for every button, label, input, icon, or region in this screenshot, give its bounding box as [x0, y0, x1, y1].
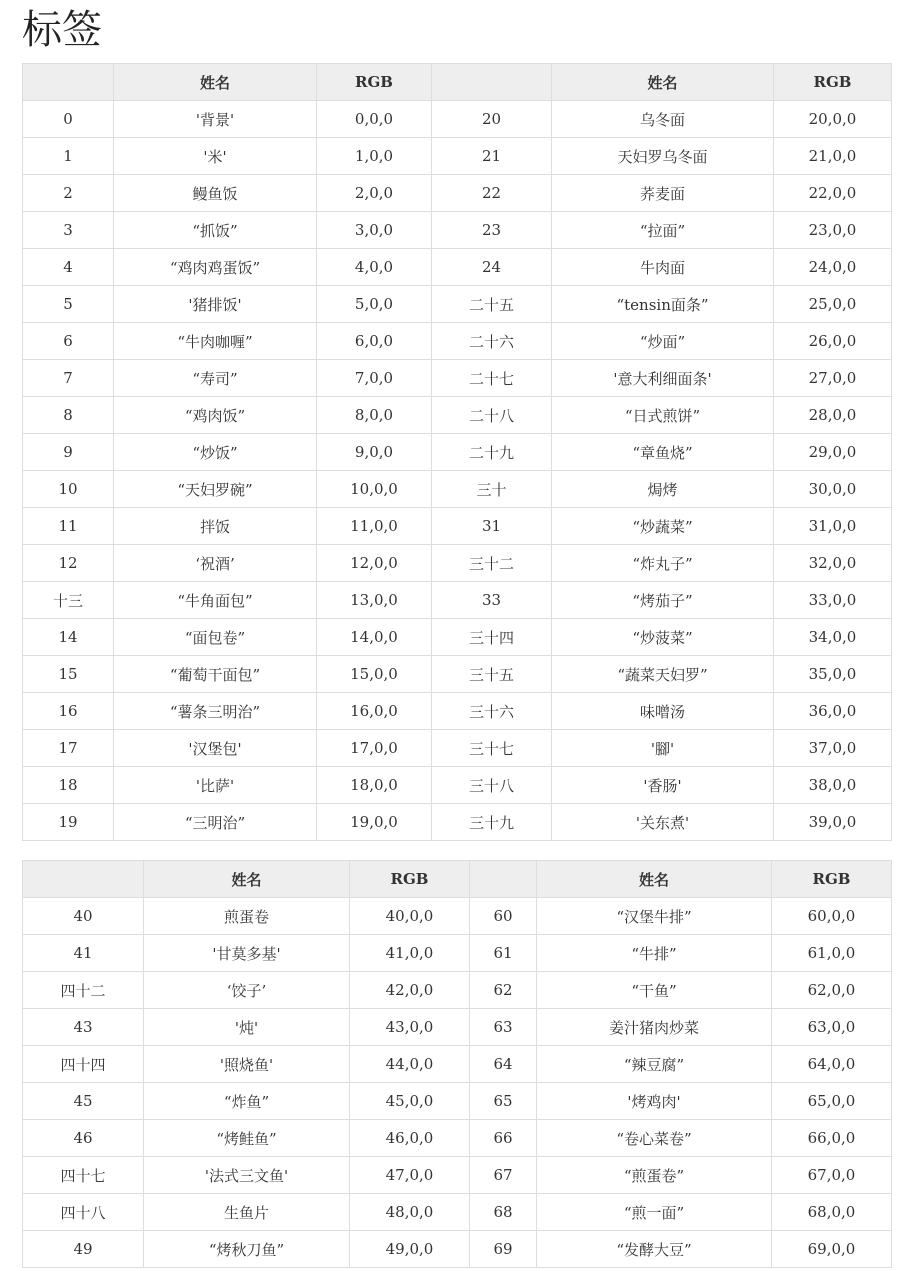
name-cell: “牛角面包” — [114, 582, 317, 619]
id-cell: 三十二 — [432, 545, 552, 582]
rgb-cell: 9,0,0 — [317, 434, 432, 471]
table-row — [23, 619, 892, 656]
id-cell: 二十五 — [432, 286, 552, 323]
rgb-cell: 12,0,0 — [317, 545, 432, 582]
rgb-cell: 10,0,0 — [317, 471, 432, 508]
rgb-cell: 43,0,0 — [350, 1009, 470, 1046]
name-cell: “煎一面” — [537, 1194, 772, 1231]
rgb-cell: 8,0,0 — [317, 397, 432, 434]
id-cell: 15 — [23, 656, 114, 693]
header-id — [432, 64, 552, 101]
rgb-cell: 3,0,0 — [317, 212, 432, 249]
id-cell: 四十八 — [23, 1194, 144, 1231]
id-cell: 16 — [23, 693, 114, 730]
rgb-cell: 49,0,0 — [350, 1231, 470, 1268]
rgb-cell: 61,0,0 — [772, 935, 892, 972]
id-cell: 69 — [470, 1231, 537, 1268]
name-cell: “发酵大豆” — [537, 1231, 772, 1268]
name-cell: 味噌汤 — [552, 693, 774, 730]
rgb-cell: 41,0,0 — [350, 935, 470, 972]
name-cell: '腳' — [552, 730, 774, 767]
id-cell: 18 — [23, 767, 114, 804]
id-cell: 21 — [432, 138, 552, 175]
id-cell: 3 — [23, 212, 114, 249]
rgb-cell: 23,0,0 — [774, 212, 892, 249]
header-rgb: RGB — [350, 861, 470, 898]
id-cell: 四十二 — [23, 972, 144, 1009]
rgb-cell: 31,0,0 — [774, 508, 892, 545]
name-cell: 鳗鱼饭 — [114, 175, 317, 212]
rgb-cell: 1,0,0 — [317, 138, 432, 175]
header-name: 姓名 — [114, 64, 317, 101]
name-cell: '背景' — [114, 101, 317, 138]
id-cell: 三十六 — [432, 693, 552, 730]
table-body — [23, 101, 892, 841]
id-cell: 9 — [23, 434, 114, 471]
id-cell: 40 — [23, 898, 144, 935]
header-name: 姓名 — [537, 861, 772, 898]
table-row — [23, 1157, 892, 1194]
rgb-cell: 22,0,0 — [774, 175, 892, 212]
name-cell: 牛肉面 — [552, 249, 774, 286]
id-cell: 0 — [23, 101, 114, 138]
header-id — [470, 861, 537, 898]
rgb-cell: 48,0,0 — [350, 1194, 470, 1231]
rgb-cell: 33,0,0 — [774, 582, 892, 619]
name-cell: '照烧鱼' — [144, 1046, 350, 1083]
rgb-cell: 32,0,0 — [774, 545, 892, 582]
id-cell: 三十八 — [432, 767, 552, 804]
name-cell: “干鱼” — [537, 972, 772, 1009]
table-row — [23, 898, 892, 935]
id-cell: 二十七 — [432, 360, 552, 397]
page-title: 标签 — [22, 7, 102, 53]
table-row — [23, 582, 892, 619]
table-row — [23, 323, 892, 360]
rgb-cell: 4,0,0 — [317, 249, 432, 286]
id-cell: 十三 — [23, 582, 114, 619]
rgb-cell: 20,0,0 — [774, 101, 892, 138]
table-row — [23, 767, 892, 804]
name-cell: '法式三文鱼' — [144, 1157, 350, 1194]
id-cell: 20 — [432, 101, 552, 138]
name-cell: 煎蛋卷 — [144, 898, 350, 935]
id-cell: 10 — [23, 471, 114, 508]
rgb-cell: 60,0,0 — [772, 898, 892, 935]
name-cell: “tensin面条” — [552, 286, 774, 323]
name-cell: '米' — [114, 138, 317, 175]
name-cell: “抓饭” — [114, 212, 317, 249]
id-cell: 14 — [23, 619, 114, 656]
table-row — [23, 286, 892, 323]
name-cell: “天妇罗碗” — [114, 471, 317, 508]
id-cell: 43 — [23, 1009, 144, 1046]
name-cell: '汉堡包' — [114, 730, 317, 767]
rgb-cell: 6,0,0 — [317, 323, 432, 360]
name-cell: “辣豆腐” — [537, 1046, 772, 1083]
rgb-cell: 24,0,0 — [774, 249, 892, 286]
name-cell: 焗烤 — [552, 471, 774, 508]
table-row — [23, 212, 892, 249]
rgb-cell: 26,0,0 — [774, 323, 892, 360]
table-row — [23, 1046, 892, 1083]
table-row — [23, 972, 892, 1009]
id-cell: 8 — [23, 397, 114, 434]
table-row — [23, 1083, 892, 1120]
name-cell: 生鱼片 — [144, 1194, 350, 1231]
id-cell: 63 — [470, 1009, 537, 1046]
name-cell: “牛排” — [537, 935, 772, 972]
name-cell: “薯条三明治” — [114, 693, 317, 730]
name-cell: “三明治” — [114, 804, 317, 841]
id-cell: 45 — [23, 1083, 144, 1120]
table-row — [23, 693, 892, 730]
name-cell: “烤鲑鱼” — [144, 1120, 350, 1157]
rgb-cell: 0,0,0 — [317, 101, 432, 138]
name-cell: '意大利细面条' — [552, 360, 774, 397]
name-cell: 姜汁猪肉炒菜 — [537, 1009, 772, 1046]
table-row — [23, 804, 892, 841]
rgb-cell: 68,0,0 — [772, 1194, 892, 1231]
id-cell: 60 — [470, 898, 537, 935]
id-cell: 1 — [23, 138, 114, 175]
rgb-cell: 14,0,0 — [317, 619, 432, 656]
rgb-cell: 47,0,0 — [350, 1157, 470, 1194]
table-body — [23, 898, 892, 1268]
name-cell: “章鱼烧” — [552, 434, 774, 471]
rgb-cell: 63,0,0 — [772, 1009, 892, 1046]
name-cell: “煎蛋卷” — [537, 1157, 772, 1194]
name-cell: “面包卷” — [114, 619, 317, 656]
table-row — [23, 730, 892, 767]
rgb-cell: 46,0,0 — [350, 1120, 470, 1157]
name-cell: “炸鱼” — [144, 1083, 350, 1120]
id-cell: 24 — [432, 249, 552, 286]
rgb-cell: 5,0,0 — [317, 286, 432, 323]
name-cell: “炒面” — [552, 323, 774, 360]
header-id — [23, 861, 144, 898]
header-id — [23, 64, 114, 101]
table-row — [23, 249, 892, 286]
name-cell: “鸡肉饭” — [114, 397, 317, 434]
id-cell: 三十七 — [432, 730, 552, 767]
name-cell: '甘莫多基' — [144, 935, 350, 972]
rgb-cell: 18,0,0 — [317, 767, 432, 804]
id-cell: 22 — [432, 175, 552, 212]
id-cell: 12 — [23, 545, 114, 582]
name-cell: '烤鸡肉' — [537, 1083, 772, 1120]
rgb-cell: 42,0,0 — [350, 972, 470, 1009]
rgb-cell: 38,0,0 — [774, 767, 892, 804]
name-cell: ‘祝酒’ — [114, 545, 317, 582]
id-cell: 68 — [470, 1194, 537, 1231]
id-cell: 62 — [470, 972, 537, 1009]
header-name: 姓名 — [552, 64, 774, 101]
rgb-cell: 19,0,0 — [317, 804, 432, 841]
id-cell: 三十 — [432, 471, 552, 508]
id-cell: 4 — [23, 249, 114, 286]
rgb-cell: 35,0,0 — [774, 656, 892, 693]
id-cell: 四十七 — [23, 1157, 144, 1194]
name-cell: 荞麦面 — [552, 175, 774, 212]
header-rgb: RGB — [774, 64, 892, 101]
name-cell: '猪排饭' — [114, 286, 317, 323]
rgb-cell: 45,0,0 — [350, 1083, 470, 1120]
name-cell: “烤秋刀鱼” — [144, 1231, 350, 1268]
rgb-cell: 21,0,0 — [774, 138, 892, 175]
name-cell: “鸡肉鸡蛋饭” — [114, 249, 317, 286]
id-cell: 二十九 — [432, 434, 552, 471]
id-cell: 三十九 — [432, 804, 552, 841]
rgb-cell: 15,0,0 — [317, 656, 432, 693]
label-table-2 — [22, 860, 892, 1268]
table-header-row — [23, 861, 892, 898]
rgb-cell: 39,0,0 — [774, 804, 892, 841]
id-cell: 11 — [23, 508, 114, 545]
name-cell: “炒菠菜” — [552, 619, 774, 656]
name-cell: “炒蔬菜” — [552, 508, 774, 545]
table-row — [23, 1231, 892, 1268]
id-cell: 三十四 — [432, 619, 552, 656]
name-cell: '香肠' — [552, 767, 774, 804]
id-cell: 49 — [23, 1231, 144, 1268]
rgb-cell: 40,0,0 — [350, 898, 470, 935]
table-row — [23, 138, 892, 175]
name-cell: “炒饭” — [114, 434, 317, 471]
id-cell: 23 — [432, 212, 552, 249]
rgb-cell: 65,0,0 — [772, 1083, 892, 1120]
rgb-cell: 30,0,0 — [774, 471, 892, 508]
id-cell: 33 — [432, 582, 552, 619]
id-cell: 61 — [470, 935, 537, 972]
id-cell: 17 — [23, 730, 114, 767]
rgb-cell: 37,0,0 — [774, 730, 892, 767]
name-cell: “汉堡牛排” — [537, 898, 772, 935]
name-cell: 乌冬面 — [552, 101, 774, 138]
id-cell: 2 — [23, 175, 114, 212]
rgb-cell: 64,0,0 — [772, 1046, 892, 1083]
header-rgb: RGB — [317, 64, 432, 101]
name-cell: “蔬菜天妇罗” — [552, 656, 774, 693]
name-cell: “葡萄干面包” — [114, 656, 317, 693]
table-row — [23, 101, 892, 138]
header-name: 姓名 — [144, 861, 350, 898]
rgb-cell: 67,0,0 — [772, 1157, 892, 1194]
rgb-cell: 17,0,0 — [317, 730, 432, 767]
id-cell: 19 — [23, 804, 114, 841]
id-cell: 5 — [23, 286, 114, 323]
table-row — [23, 508, 892, 545]
name-cell: “日式煎饼” — [552, 397, 774, 434]
id-cell: 6 — [23, 323, 114, 360]
id-cell: 四十四 — [23, 1046, 144, 1083]
id-cell: 41 — [23, 935, 144, 972]
rgb-cell: 28,0,0 — [774, 397, 892, 434]
name-cell: “炸丸子” — [552, 545, 774, 582]
table-row — [23, 1009, 892, 1046]
name-cell: 拌饭 — [114, 508, 317, 545]
name-cell: “卷心菜卷” — [537, 1120, 772, 1157]
table-row — [23, 1120, 892, 1157]
id-cell: 46 — [23, 1120, 144, 1157]
id-cell: 66 — [470, 1120, 537, 1157]
table-header-row — [23, 64, 892, 101]
rgb-cell: 66,0,0 — [772, 1120, 892, 1157]
name-cell: “牛肉咖喱” — [114, 323, 317, 360]
table-row — [23, 360, 892, 397]
table-row — [23, 656, 892, 693]
id-cell: 二十六 — [432, 323, 552, 360]
id-cell: 二十八 — [432, 397, 552, 434]
id-cell: 64 — [470, 1046, 537, 1083]
header-rgb: RGB — [772, 861, 892, 898]
id-cell: 7 — [23, 360, 114, 397]
table-row — [23, 434, 892, 471]
rgb-cell: 62,0,0 — [772, 972, 892, 1009]
id-cell: 31 — [432, 508, 552, 545]
table-row — [23, 1194, 892, 1231]
name-cell: “烤茄子” — [552, 582, 774, 619]
name-cell: “拉面” — [552, 212, 774, 249]
rgb-cell: 29,0,0 — [774, 434, 892, 471]
table-row — [23, 175, 892, 212]
rgb-cell: 44,0,0 — [350, 1046, 470, 1083]
table-row — [23, 935, 892, 972]
name-cell: ‘饺子’ — [144, 972, 350, 1009]
rgb-cell: 11,0,0 — [317, 508, 432, 545]
name-cell: '比萨' — [114, 767, 317, 804]
rgb-cell: 7,0,0 — [317, 360, 432, 397]
id-cell: 67 — [470, 1157, 537, 1194]
label-table-1 — [22, 63, 892, 841]
rgb-cell: 2,0,0 — [317, 175, 432, 212]
table-row — [23, 397, 892, 434]
rgb-cell: 69,0,0 — [772, 1231, 892, 1268]
rgb-cell: 34,0,0 — [774, 619, 892, 656]
rgb-cell: 16,0,0 — [317, 693, 432, 730]
rgb-cell: 13,0,0 — [317, 582, 432, 619]
id-cell: 三十五 — [432, 656, 552, 693]
table-row — [23, 471, 892, 508]
id-cell: 65 — [470, 1083, 537, 1120]
rgb-cell: 25,0,0 — [774, 286, 892, 323]
name-cell: “寿司” — [114, 360, 317, 397]
name-cell: '炖' — [144, 1009, 350, 1046]
table-row — [23, 545, 892, 582]
name-cell: 天妇罗乌冬面 — [552, 138, 774, 175]
rgb-cell: 27,0,0 — [774, 360, 892, 397]
rgb-cell: 36,0,0 — [774, 693, 892, 730]
name-cell: '关东煮' — [552, 804, 774, 841]
